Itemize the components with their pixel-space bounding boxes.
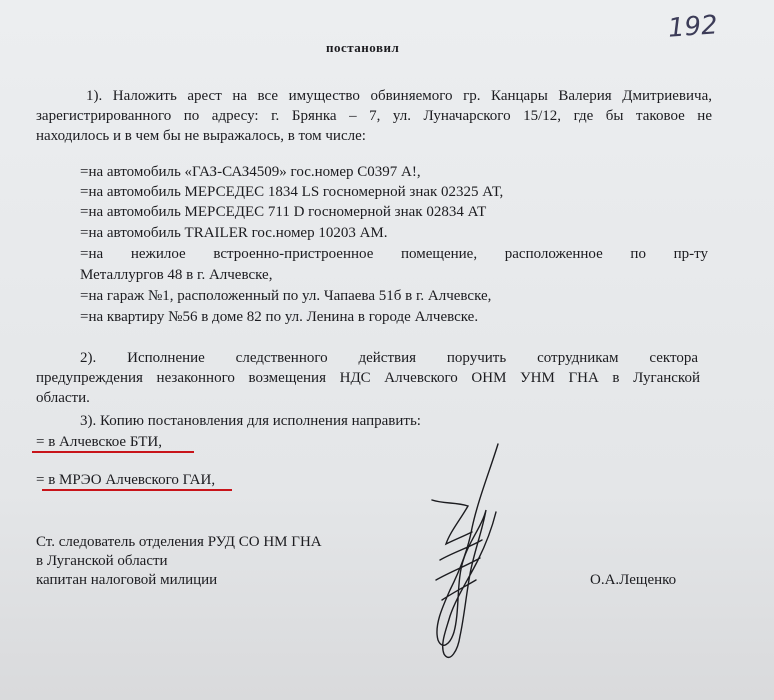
signatory-name: О.А.Лещенко — [590, 572, 677, 588]
seized-item-5: =на нежилое встроенно-пристроенное помещение, расположенное по пр-ту — [80, 246, 708, 262]
seized-item-7: =на квартиру №56 в доме 82 по ул. Ленина в городе Алчевске. — [80, 309, 479, 325]
paragraph-1-line-3: находилось и в чем бы не выражалось, в том числе: — [36, 128, 366, 144]
seized-item-2: =на автомобиль МЕРСЕДЕС 1834 LS госномерной знак 02325 АТ, — [80, 184, 504, 200]
seized-item-5-cont: Металлургов 48 в г. Алчевске, — [80, 267, 273, 283]
signatory-rank: капитан налоговой милиции — [36, 572, 218, 588]
paragraph-3: 3). Копию постановления для исполнения направить: — [80, 413, 421, 429]
seized-item-4: =на автомобиль TRAILER гос.номер 10203 АМ. — [80, 225, 388, 241]
paragraph-2-line-1: 2). Исполнение следственного действия поручить сотрудникам сектора — [80, 350, 698, 366]
paragraph-2-line-2: предупреждения незаконного возмещения НДС Алчевского ОНМ УНМ ГНА в Луганской — [36, 370, 700, 386]
red-underline-1 — [32, 451, 194, 453]
page-number: 192 — [667, 10, 719, 44]
signatory-region: в Луганской области — [36, 553, 168, 569]
seized-item-6: =на гараж №1, расположенный по ул. Чапаева 51б в г. Алчевске, — [80, 288, 492, 304]
red-underline-2 — [42, 489, 232, 491]
paragraph-1-line-1: 1). Наложить арест на все имущество обвиняемого гр. Канцары Валерия Дмитриевича, — [86, 88, 712, 104]
document-heading: постановил — [326, 40, 400, 55]
paragraph-1-line-2: зарегистрированного по адресу: г. Брянка – 7, ул. Луначарского 15/12, где бы таковое не — [36, 108, 712, 124]
recipient-1: = в Алчевское БТИ, — [36, 434, 162, 450]
recipient-2: = в МРЭО Алчевского ГАИ, — [36, 472, 216, 488]
seized-item-3: =на автомобиль МЕРСЕДЕС 711 D госномерной знак 02834 АТ — [80, 204, 487, 220]
seized-item-1: =на автомобиль «ГАЗ-САЗ4509» гос.номер С0397 А!, — [80, 164, 421, 180]
paragraph-2-line-3: области. — [36, 390, 90, 406]
handwritten-signature — [420, 440, 540, 670]
signatory-position: Ст. следователь отделения РУД СО НМ ГНА — [36, 534, 322, 550]
